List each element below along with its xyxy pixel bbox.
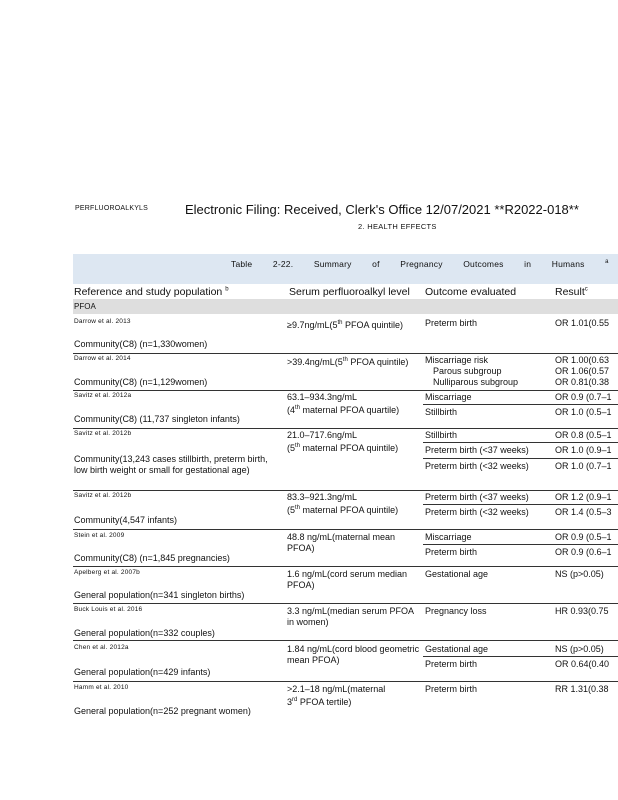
table-row <box>73 318 618 352</box>
row-divider <box>73 428 618 429</box>
cell-divider <box>423 458 618 459</box>
citation: Stein et al. 2009 <box>74 532 125 539</box>
caption-word: Humans <box>551 259 585 269</box>
result: OR 1.0 (0.9–1 <box>555 445 612 455</box>
study-population: Community(C8) (11,737 singleton infants) <box>74 414 240 424</box>
outcome: Preterm birth <box>425 318 478 328</box>
citation: Chen et al. 2012a <box>74 644 129 651</box>
outcome: Stillbirth <box>425 407 458 417</box>
row-divider <box>73 640 618 641</box>
study-population: General population(n=341 singleton births) <box>74 590 245 600</box>
outcome: Miscarriage <box>425 392 472 402</box>
citation: Hamm et al. 2010 <box>74 684 129 691</box>
row-divider <box>73 353 618 354</box>
result: OR 0.8 (0.5–1 <box>555 430 612 440</box>
result: OR 0.9 (0.6–1 <box>555 547 612 557</box>
table-row <box>73 606 618 640</box>
cell-divider <box>423 656 618 657</box>
cell-divider <box>423 544 618 545</box>
study-population: Community(C8) (n=1,845 pregnancies) <box>74 553 230 563</box>
result: OR 0.81(0.38 <box>555 377 610 387</box>
pregnancy-outcomes-table <box>73 254 618 754</box>
result: OR 1.0 (0.7–1 <box>555 461 612 471</box>
serum-level: 21.0–717.6ng/mL (5th maternal PFOA quintile) <box>287 430 399 453</box>
outcome: Miscarriage risk <box>425 355 489 365</box>
table-row <box>73 492 618 528</box>
outcome: Preterm birth (<32 weeks) <box>425 507 529 517</box>
outcome: Preterm birth (<37 weeks) <box>425 492 529 502</box>
chapter-heading: 2. HEALTH EFFECTS <box>358 222 437 231</box>
citation: Darrow et al. 2013 <box>74 318 131 325</box>
row-divider <box>73 529 618 530</box>
cell-divider <box>423 404 618 405</box>
citation: Savitz et al. 2012b <box>74 430 132 437</box>
result: NS (p>0.05) <box>555 569 604 579</box>
table-row <box>73 569 618 603</box>
table-row <box>73 532 618 566</box>
citation: Darrow et al. 2014 <box>74 355 131 362</box>
serum-level: 1.84 ng/mL(cord blood geometric mean PFOA) <box>287 644 420 665</box>
filing-stamp: Electronic Filing: Received, Clerk's Office 12/07/2021 **R2022-018** <box>185 202 579 217</box>
result: RR 1.31(0.38 <box>555 684 609 694</box>
citation: Savitz et al. 2012a <box>74 392 132 399</box>
outcome: Gestational age <box>425 644 489 654</box>
result: OR 1.00(0.63 <box>555 355 610 365</box>
serum-level: 1.6 ng/mL(cord serum median PFOA) <box>287 569 408 590</box>
outcome: Preterm birth (<32 weeks) <box>425 461 529 471</box>
caption-footnote-mark: a <box>605 259 609 266</box>
study-population: Community(13,243 cases stillbirth, preterm birth, low birth weight or small for gestational age) <box>74 454 268 475</box>
serum-level: 48.8 ng/mL(maternal mean PFOA) <box>287 532 396 553</box>
table-row <box>73 684 618 720</box>
serum-level: >39.4ng/mL(5th PFOA quintile) <box>287 357 409 367</box>
result: HR 0.93(0.75 <box>555 606 609 616</box>
caption-word: Outcomes <box>463 259 504 269</box>
result: OR 1.0 (0.5–1 <box>555 407 612 417</box>
cell-divider <box>423 442 618 443</box>
study-population: Community(C8) (n=1,129women) <box>74 377 208 387</box>
outcome: Stillbirth <box>425 430 458 440</box>
row-divider <box>73 566 618 567</box>
caption-word: Pregnancy <box>400 259 443 269</box>
section-band <box>73 299 618 314</box>
citation: Savitz et al. 2012b <box>74 492 132 499</box>
serum-level: 63.1–934.3ng/mL (4th maternal PFOA quartile) <box>287 392 400 415</box>
table-row <box>73 644 618 678</box>
study-population: General population(n=332 couples) <box>74 628 215 638</box>
outcome: Miscarriage <box>425 532 472 542</box>
caption-word: Table <box>231 259 253 269</box>
row-divider <box>73 603 618 604</box>
column-header-serum: Serum perfluoroalkyl level <box>289 286 410 298</box>
serum-level: >2.1–18 ng/mL(maternal 3rd PFOA tertile) <box>287 684 386 707</box>
table-row <box>73 430 618 490</box>
outcome: Preterm birth <box>425 659 478 669</box>
citation: Apelberg et al. 2007b <box>74 569 140 576</box>
study-population: Community(C8) (n=1,330women) <box>74 339 208 349</box>
caption-word: of <box>372 259 380 269</box>
table-row <box>73 355 618 391</box>
table-caption <box>231 259 609 269</box>
section-label: PFOA <box>74 302 96 311</box>
outcome: Pregnancy loss <box>425 606 487 616</box>
table-row <box>73 392 618 428</box>
serum-level: 83.3–921.3ng/mL (5th maternal PFOA quintile) <box>287 492 399 515</box>
serum-level: 3.3 ng/mL(median serum PFOA in women) <box>287 606 414 627</box>
outcome-subgroup: Parous subgroup <box>433 366 502 376</box>
outcome: Gestational age <box>425 569 489 579</box>
result: OR 1.06(0.57 <box>555 366 610 376</box>
serum-level: ≥9.7ng/mL(5th PFOA quintile) <box>287 320 404 330</box>
study-population: Community(4,547 infants) <box>74 515 178 525</box>
caption-word: 2-22. <box>272 259 294 269</box>
result: OR 1.4 (0.5–3 <box>555 507 612 517</box>
cell-divider <box>423 504 618 505</box>
outcome: Preterm birth <box>425 547 478 557</box>
citation: Buck Louis et al. 2016 <box>74 606 143 613</box>
study-population: General population(n=252 pregnant women) <box>74 706 251 716</box>
running-header: PERFLUOROALKYLS <box>75 205 149 212</box>
row-divider <box>73 681 618 682</box>
result: OR 1.01(0.55 <box>555 318 610 328</box>
column-header-reference: Reference and study population $^b$ <box>74 286 229 298</box>
result: OR 0.9 (0.5–1 <box>555 532 612 542</box>
column-header-outcome: Outcome evaluated <box>425 286 517 298</box>
outcome-subgroup: Nulliparous subgroup <box>433 377 519 387</box>
column-header-result: Result$^c$ <box>555 286 588 298</box>
result: OR 1.2 (0.9–1 <box>555 492 612 502</box>
result: OR 0.9 (0.7–1 <box>555 392 612 402</box>
row-divider <box>73 490 618 491</box>
row-divider <box>73 390 618 391</box>
caption-word: in <box>524 259 532 269</box>
outcome: Preterm birth (<37 weeks) <box>425 445 529 455</box>
result: NS (p>0.05) <box>555 644 604 654</box>
result: OR 0.64(0.40 <box>555 659 610 669</box>
outcome: Preterm birth <box>425 684 478 694</box>
caption-word: Summary <box>313 259 352 269</box>
study-population: General population(n=429 infants) <box>74 667 211 677</box>
